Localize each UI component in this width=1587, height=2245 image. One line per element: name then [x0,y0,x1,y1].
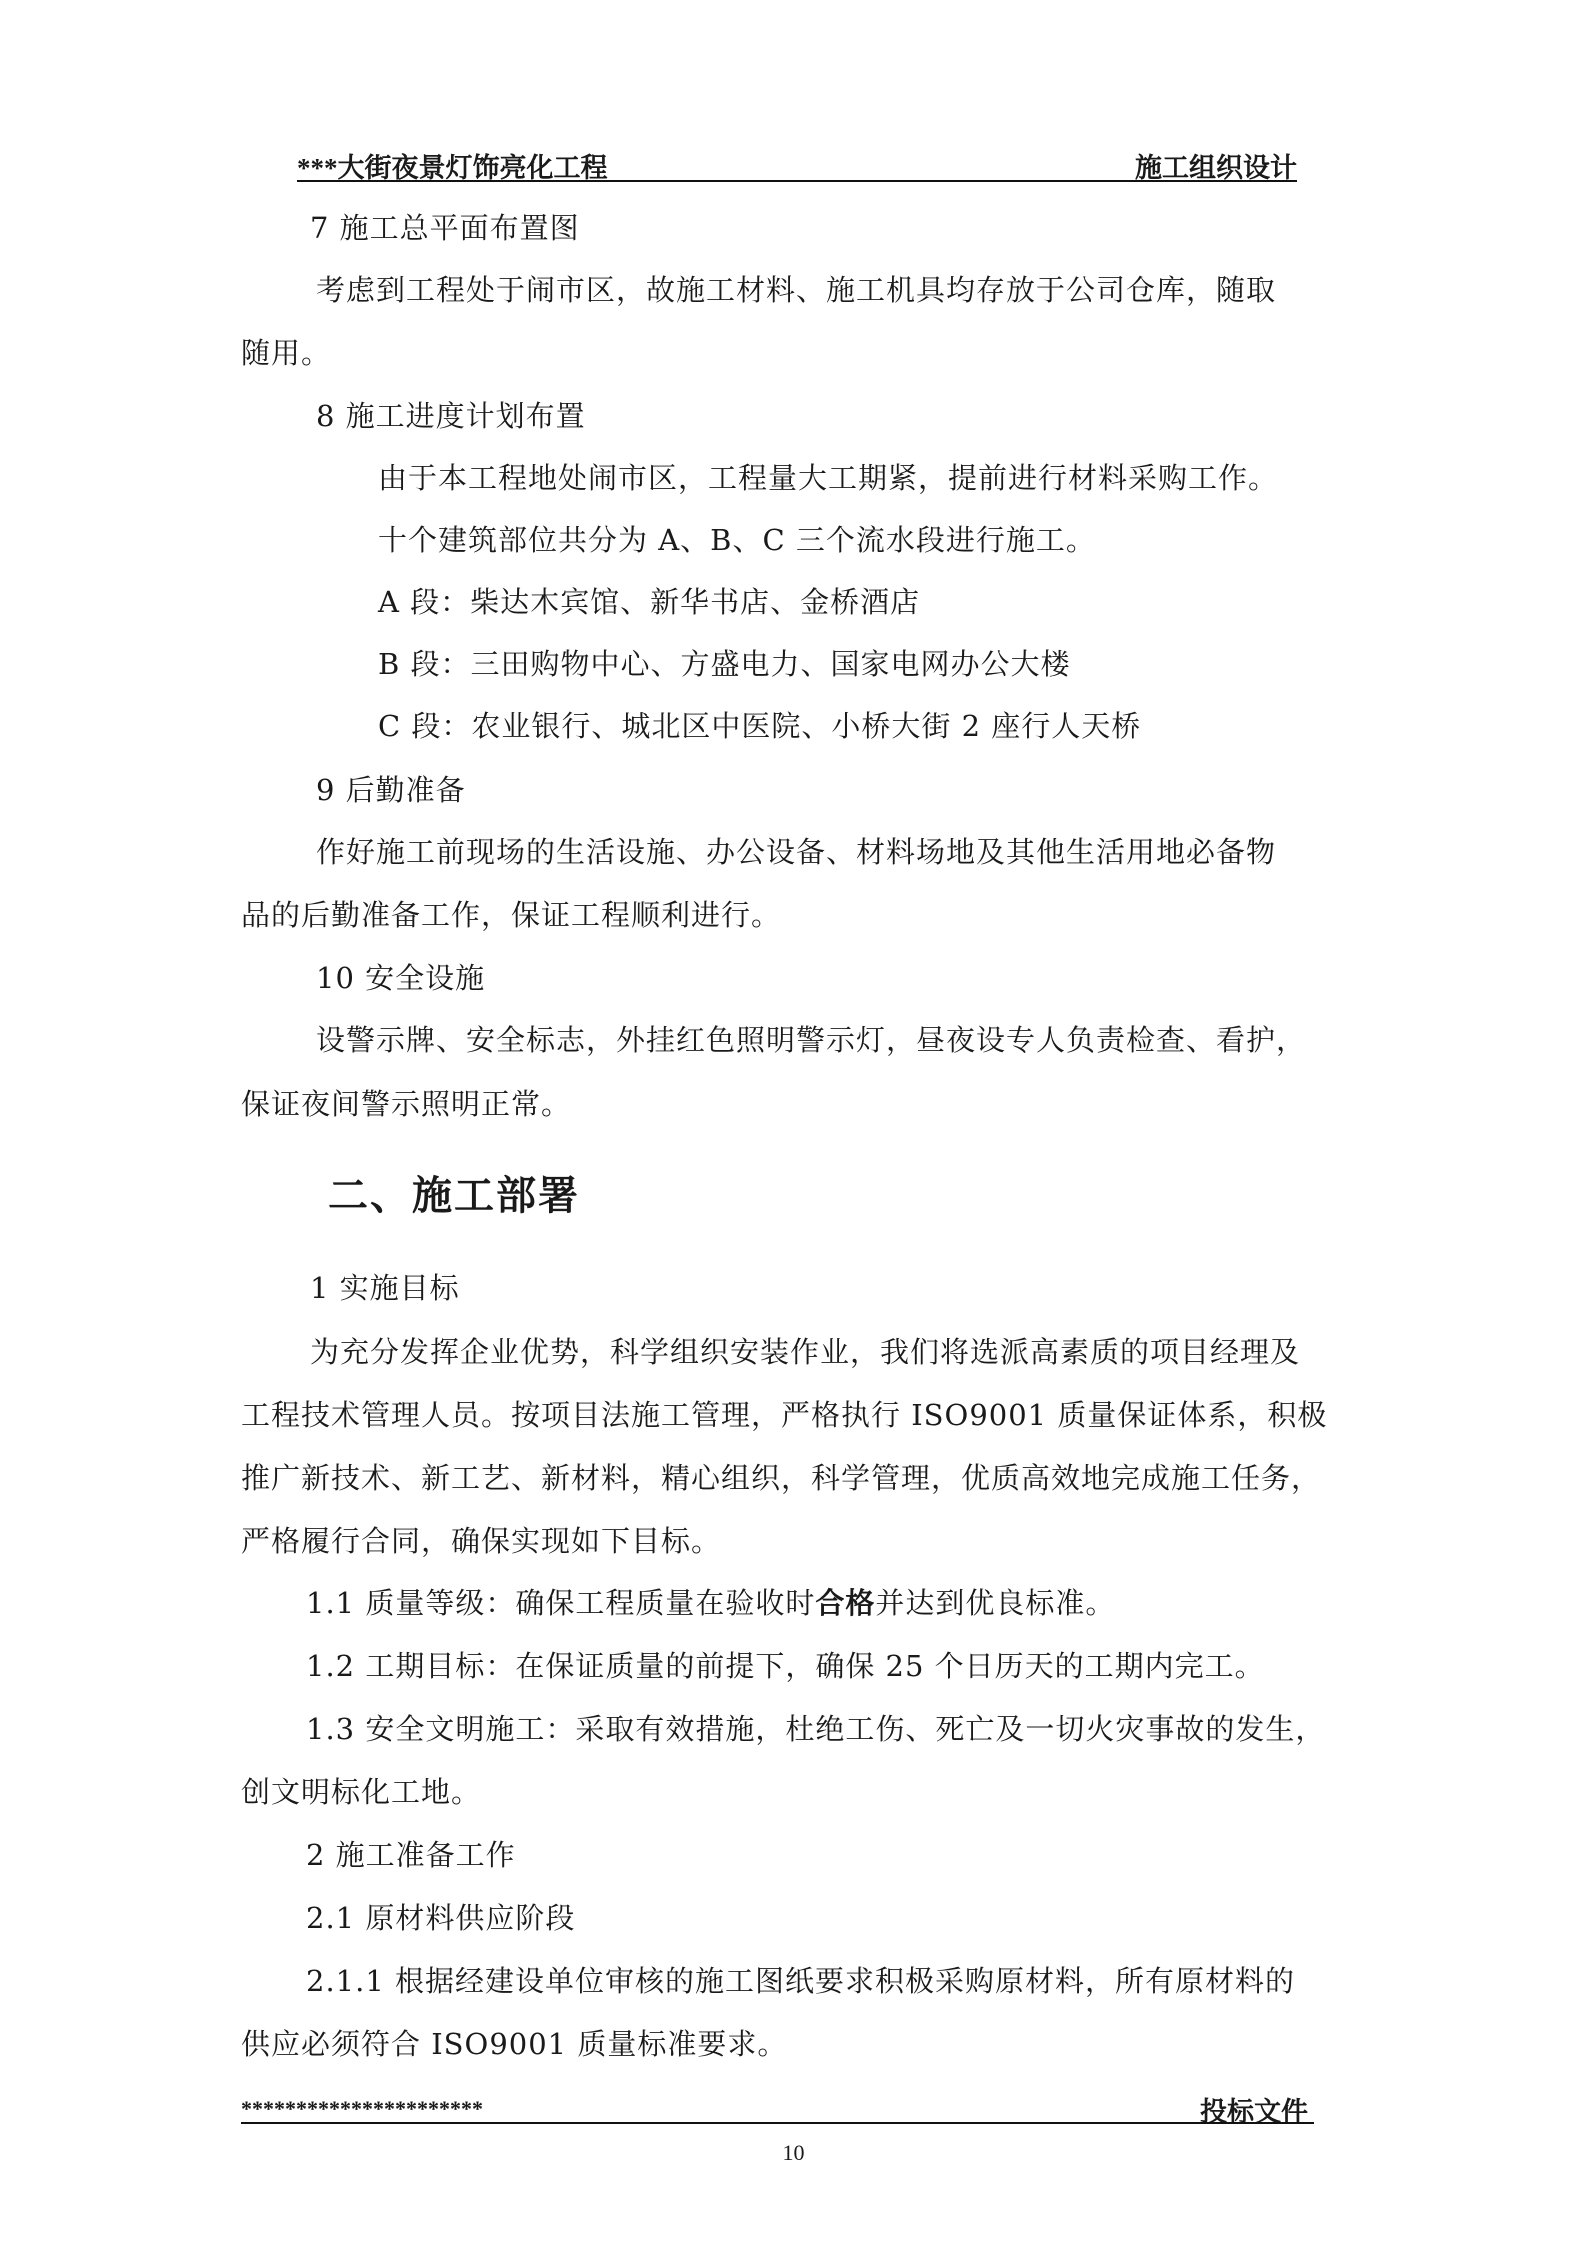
chapter-2-section-1-paragraph-line-1: 为充分发挥企业优势，科学组织安装作业，我们将选派高素质的项目经理及 [310,1335,1301,1369]
chapter-2-section-1-paragraph-line-3: 推广新技术、新工艺、新材料，精心组织，科学管理，优质高效地完成施工任务， [241,1461,1322,1495]
section-8-paragraph-2: 十个建筑部位共分为 A、B、C 三个流水段进行施工。 [378,523,1096,557]
section-8-paragraph-1: 由于本工程地处闹市区，工程量大工期紧，提前进行材料采购工作。 [378,461,1279,495]
subsection-2-1-1-line-1: 2.1.1 根据经建设单位审核的施工图纸要求积极采购原材料，所有原材料的 [306,1964,1296,1998]
chapter-2-section-1-paragraph-line-4: 严格履行合同，确保实现如下目标。 [241,1524,722,1558]
section-9-paragraph-line-1: 作好施工前现场的生活设施、办公设备、材料场地及其他生活用地必备物 [316,835,1277,869]
section-8-segment-a: A 段：柴达木宾馆、新华书店、金桥酒店 [378,585,921,619]
header-project-title: ***大街夜景灯饰亮化工程 [297,153,608,183]
footer-document-label: 投标文件 [1200,2097,1308,2127]
section-10-title: 10 安全设施 [316,961,486,995]
footer-rule [241,2122,1314,2124]
section-9-paragraph-line-2: 品的后勤准备工作，保证工程顺利进行。 [241,898,782,932]
section-7-title: 7 施工总平面布置图 [310,211,580,245]
header-document-type: 施工组织设计 [1135,153,1297,183]
schedule-goal-item: 1.2 工期目标：在保证质量的前提下，确保 25 个日历天的工期内完工。 [306,1649,1265,1683]
safety-goal-item-line-1: 1.3 安全文明施工：采取有效措施，杜绝工伤、死亡及一切火灾事故的发生， [306,1712,1326,1746]
chapter-2-section-1-title: 1 实施目标 [310,1271,460,1305]
page-header [297,142,1297,182]
section-9-title: 9 后勤准备 [316,773,466,807]
section-8-segment-b: B 段：三田购物中心、方盛电力、国家电网办公大楼 [378,647,1071,681]
header-rule [297,180,1297,182]
section-8-segment-c: C 段：农业银行、城北区中医院、小桥大街 2 座行人天桥 [378,709,1142,743]
quality-grade-text-after: 并达到优良标准。 [875,1586,1116,1620]
section-10-paragraph-line-2: 保证夜间警示照明正常。 [241,1087,572,1121]
subsection-2-1-1-line-2: 供应必须符合 ISO9001 质量标准要求。 [241,2027,788,2061]
chapter-2-section-1-paragraph-line-2: 工程技术管理人员。按项目法施工管理，严格执行 ISO9001 质量保证体系，积极 [241,1398,1328,1432]
quality-grade-text-before: 1.1 质量等级：确保工程质量在验收时 [306,1586,816,1620]
section-8-title: 8 施工进度计划布置 [316,399,586,433]
safety-goal-item-line-2: 创文明标化工地。 [241,1775,482,1809]
page-number: 10 [782,2140,805,2165]
chapter-2-section-2-title: 2 施工准备工作 [306,1838,516,1872]
quality-grade-emphasis: 合格 [815,1586,876,1620]
chapter-2-heading: 二、施工部署 [328,1172,580,1219]
section-7-paragraph-line-2: 随用。 [241,336,332,370]
footer-company-placeholder: ********************** [241,2096,483,2121]
section-7-paragraph-line-1: 考虑到工程处于闹市区，故施工材料、施工机具均存放于公司仓库，随取 [316,273,1277,307]
subsection-2-1-title: 2.1 原材料供应阶段 [306,1901,576,1935]
quality-grade-item [306,1583,1115,1623]
section-10-paragraph-line-1: 设警示牌、安全标志，外挂红色照明警示灯，昼夜设专人负责检查、看护， [316,1023,1307,1057]
